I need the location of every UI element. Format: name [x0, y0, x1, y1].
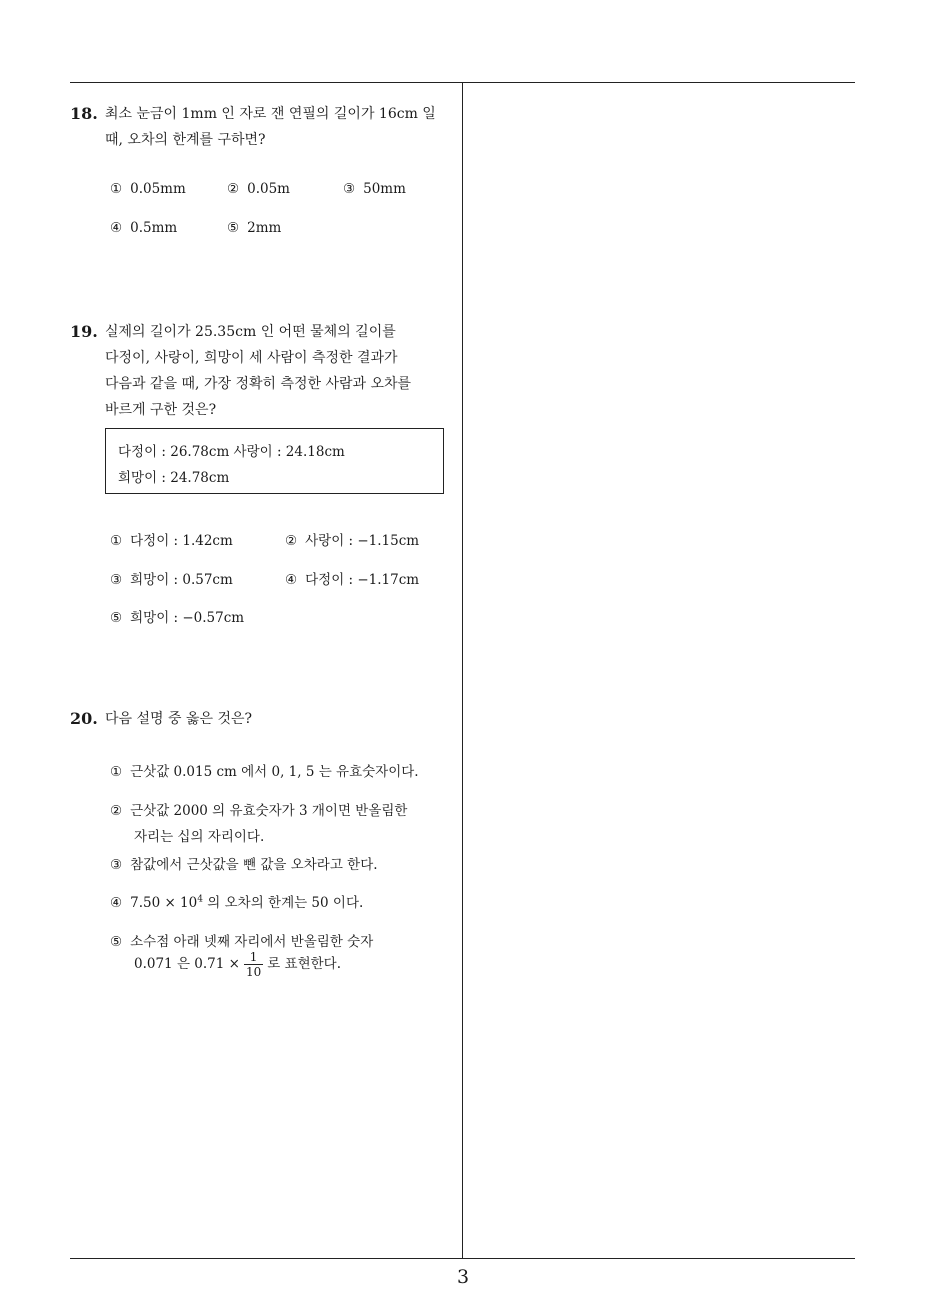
measurement-box — [105, 428, 444, 494]
question-line: 바르게 구한 것은? — [105, 402, 217, 418]
option-3[interactable]: ③ 희망이 : 0.57cm — [110, 572, 233, 588]
option-1[interactable]: ① 다정이 : 1.42cm — [110, 533, 233, 549]
option-4[interactable]: ④ $7.50 \times 10^4$ 의 오차의 한계는 50 이다. — [110, 894, 364, 911]
option-5-second-line: 0.071 은 0.71 × $\frac{1}{10}$ 로 표현한다. — [134, 950, 342, 979]
option-1[interactable]: ① 0.05mm — [110, 181, 186, 197]
column-divider — [462, 82, 463, 1258]
box-line: 다정이 : 26.78cm 사랑이 : 24.18cm — [118, 444, 345, 460]
option-3[interactable]: ③ 참값에서 근삿값을 뺀 값을 오차라고 한다. — [110, 857, 378, 873]
question-text — [105, 319, 455, 423]
question-line: 다음과 같을 때, 가장 정확히 측정한 사람과 오차를 — [105, 376, 412, 392]
question-line: 다음 설명 중 옳은 것은? — [105, 711, 253, 727]
question-number: 19. — [70, 322, 98, 341]
box-line: 희망이 : 24.78cm — [118, 470, 230, 486]
option-4[interactable]: ④ 다정이 : −1.17cm — [285, 572, 420, 588]
question-line: 다정이, 사랑이, 희망이 세 사람이 측정한 결과가 — [105, 350, 398, 366]
option-2[interactable]: ② 근삿값 2000 의 유효숫자가 3 개이면 반올림한 자리는 십의 자리이다. — [110, 803, 408, 845]
question-line: 실제의 길이가 25.35cm 인 어떤 물체의 길이를 — [105, 324, 396, 340]
question-text — [105, 706, 455, 732]
question-number: 20. — [70, 709, 98, 728]
option-2[interactable]: ② 사랑이 : −1.15cm — [285, 533, 420, 549]
fraction: $\frac{1}{10}$ — [245, 950, 262, 979]
page-number: 3 — [456, 1266, 470, 1288]
option-3[interactable]: ③ 50mm — [343, 181, 406, 197]
option-4[interactable]: ④ 0.5mm — [110, 220, 178, 236]
option-5[interactable]: ⑤ 희망이 : −0.57cm — [110, 610, 245, 626]
question-line: 때, 오차의 한계를 구하면? — [105, 132, 266, 148]
question-line: 최소 눈금이 1mm 인 자로 잰 연필의 길이가 16cm 일 — [105, 106, 436, 122]
option-5[interactable]: ⑤ 소수점 아래 넷째 자리에서 반올림한 숫자 — [110, 934, 374, 950]
option-1[interactable]: ① 근삿값 0.015 cm 에서 0, 1, 5 는 유효숫자이다. — [110, 764, 419, 780]
option-5[interactable]: ⑤ 2mm — [227, 220, 282, 236]
question-number: 18. — [70, 104, 98, 123]
question-text — [105, 101, 455, 153]
option-2[interactable]: ② 0.05m — [227, 181, 290, 197]
bottom-rule — [70, 1258, 855, 1259]
